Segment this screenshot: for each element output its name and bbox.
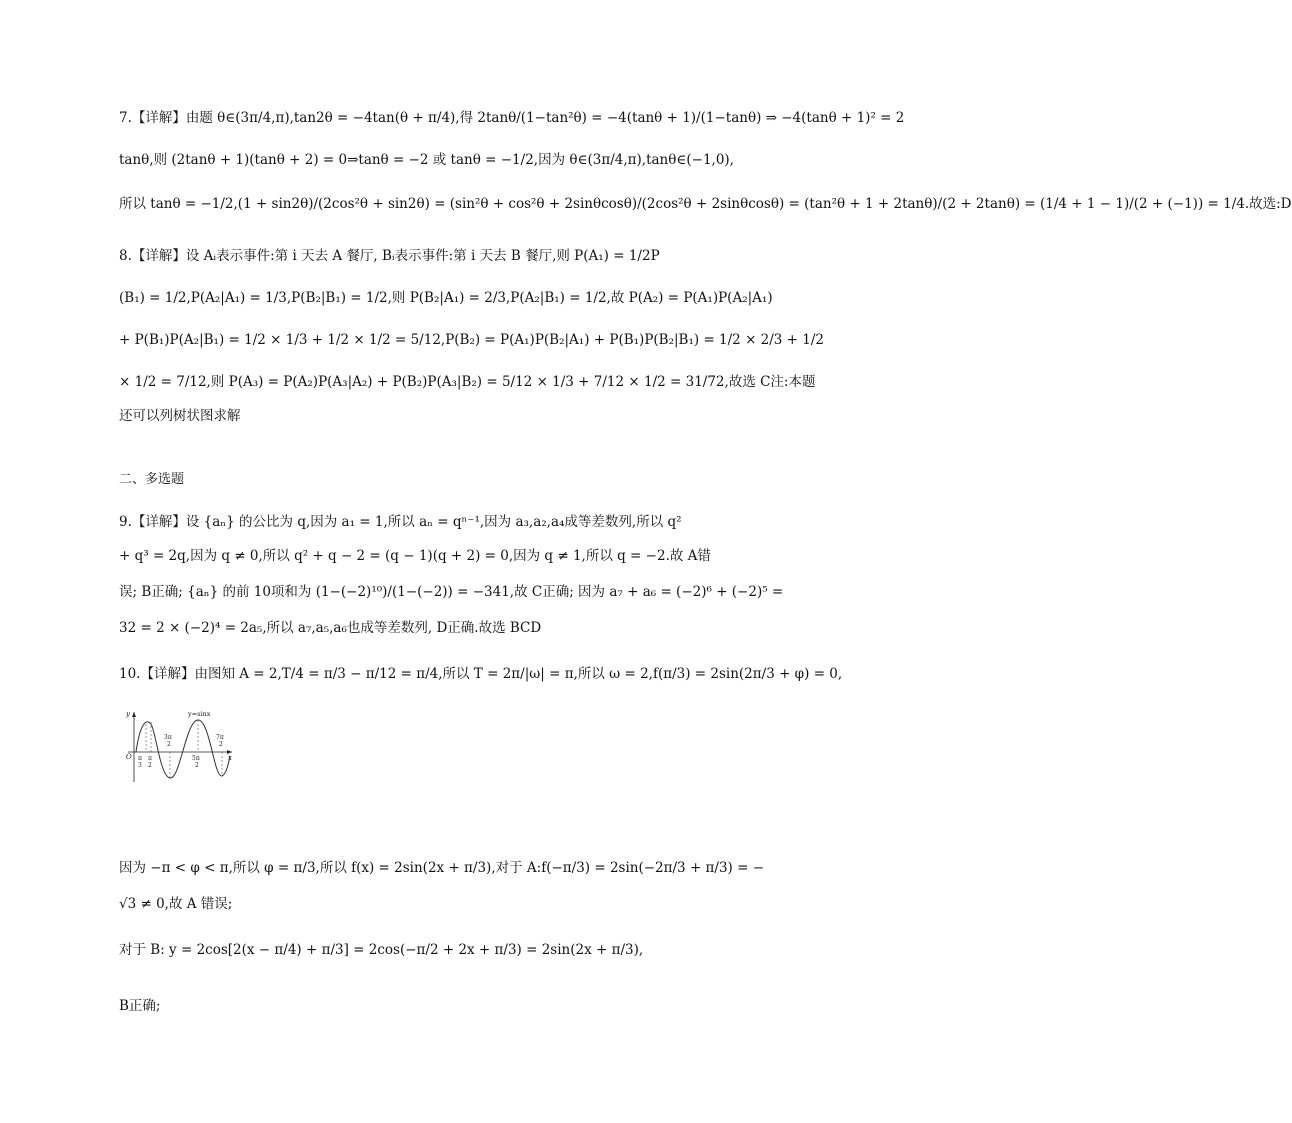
tick-label-pi-3: π: [138, 755, 142, 762]
text-line-9b: + q³ = 2q,因为 q ≠ 0,所以 q² + q − 2 = (q − 1)(q + 2) = 0,因为 q ≠ 1,所以 q = −2.故 A错: [119, 548, 711, 564]
text-line-8e: 还可以列树状图求解: [119, 408, 241, 424]
origin-label: O: [126, 753, 132, 761]
tick-label-pi-3-den: 3: [138, 762, 142, 769]
tick-label-3pi: 3π: [164, 734, 172, 741]
tick-label-3pi-den: 2: [167, 741, 171, 748]
text-line-8c: + P(B₁)P(A₂|B₁) = 1/2 × 1/3 + 1/2 × 1/2 = 5/12,P(B₂) = P(A₁)P(B₂|A₁) + P(B₁)P(B₂|B₁) = 1/2 × 2/3 + 1/2: [119, 332, 825, 348]
y-axis-arrow-icon: [132, 712, 136, 717]
tick-label-5pi-den: 2: [195, 762, 199, 769]
tick-label-pi-2-den: 2: [148, 762, 152, 769]
text-line-9c: 误; B正确; {aₙ} 的前 10项和为 (1−(−2)¹⁰)/(1−(−2)) = −341,故 C正确; 因为 a₇ + a₆ = (−2)⁶ + (−2)⁵ =: [119, 584, 784, 600]
text-line-8d: × 1/2 = 7/12,则 P(A₃) = P(A₂)P(A₃|A₂) + P(B₂)P(A₃|B₂) = 5/12 × 1/3 + 7/12 × 1/2 = 31/72,故选 C注:本题: [119, 374, 816, 390]
text-line-7b: tanθ,则 (2tanθ + 1)(tanθ + 2) = 0⇒tanθ = −2 或 tanθ = −1/2,因为 θ∈(3π/4,π),tanθ∈(−1,0),: [119, 152, 734, 168]
text-line-10b: 因为 −π < φ < π,所以 φ = π/3,所以 f(x) = 2sin(2x + π/3),对于 A:f(−π/3) = 2sin(−2π/3 + π/3) = −: [119, 860, 765, 876]
tick-label-7pi-den: 2: [219, 741, 223, 748]
tick-label-7pi: 7π: [216, 734, 224, 741]
curve-label: y=sinx: [188, 710, 211, 718]
text-line-7a: 7.【详解】由题 θ∈(3π/4,π),tan2θ = −4tan(θ + π/4),得 2tanθ/(1−tan²θ) = −4(tanθ + 1)/(1−tanθ) ⇒ −4(tanθ + 1)² = 2: [119, 110, 905, 126]
y-axis-label: y: [126, 710, 130, 718]
section-heading: 二、多选题: [119, 472, 185, 487]
text-line-10a: 10.【详解】由图知 A = 2,T/4 = π/3 − π/12 = π/4,所以 T = 2π/|ω| = π,所以 ω = 2,f(π/3) = 2sin(2π/3 + φ) = 0,: [119, 666, 843, 682]
text-line-10e: B正确;: [119, 998, 161, 1014]
text-line-10d: 对于 B: y = 2cos[2(x − π/4) + π/3] = 2cos(−π/2 + 2x + π/3) = 2sin(2x + π/3),: [119, 942, 644, 958]
text-line-10c: √3 ≠ 0,故 A 错误;: [119, 896, 233, 912]
sine-curve: [136, 720, 230, 778]
x-axis-label: x: [228, 754, 232, 762]
text-line-9a: 9.【详解】设 {aₙ} 的公比为 q,因为 a₁ = 1,所以 aₙ = qⁿ⁻¹,因为 a₃,a₂,a₄成等差数列,所以 q²: [119, 514, 682, 530]
text-line-8a: 8.【详解】设 Aᵢ表示事件:第 i 天去 A 餐厅, Bᵢ表示事件:第 i 天去 B 餐厅,则 P(A₁) = 1/2P: [119, 248, 660, 264]
tick-label-5pi: 5π: [192, 755, 200, 762]
sine-graph-figure: [124, 706, 236, 786]
text-line-8b: (B₁) = 1/2,P(A₂|A₁) = 1/3,P(B₂|B₁) = 1/2,则 P(B₂|A₁) = 2/3,P(A₂|B₁) = 1/2,故 P(A₂) = P(A₁)P(A₂|A₁): [119, 290, 773, 306]
tick-label-pi-2: π: [148, 755, 152, 762]
text-line-7c: 所以 tanθ = −1/2,(1 + sin2θ)/(2cos²θ + sin2θ) = (sin²θ + cos²θ + 2sinθcosθ)/(2cos²θ + 2sinθcosθ) = (tan²θ + 1 + 2tanθ)/(2 + 2tanθ) = (1/4 + 1 − 1)/(2 + (−1)) = 1/4.故选:D: [119, 196, 1292, 212]
text-line-9d: 32 = 2 × (−2)⁴ = 2a₅,所以 a₇,a₅,a₆也成等差数列, D正确.故选 BCD: [119, 620, 542, 636]
